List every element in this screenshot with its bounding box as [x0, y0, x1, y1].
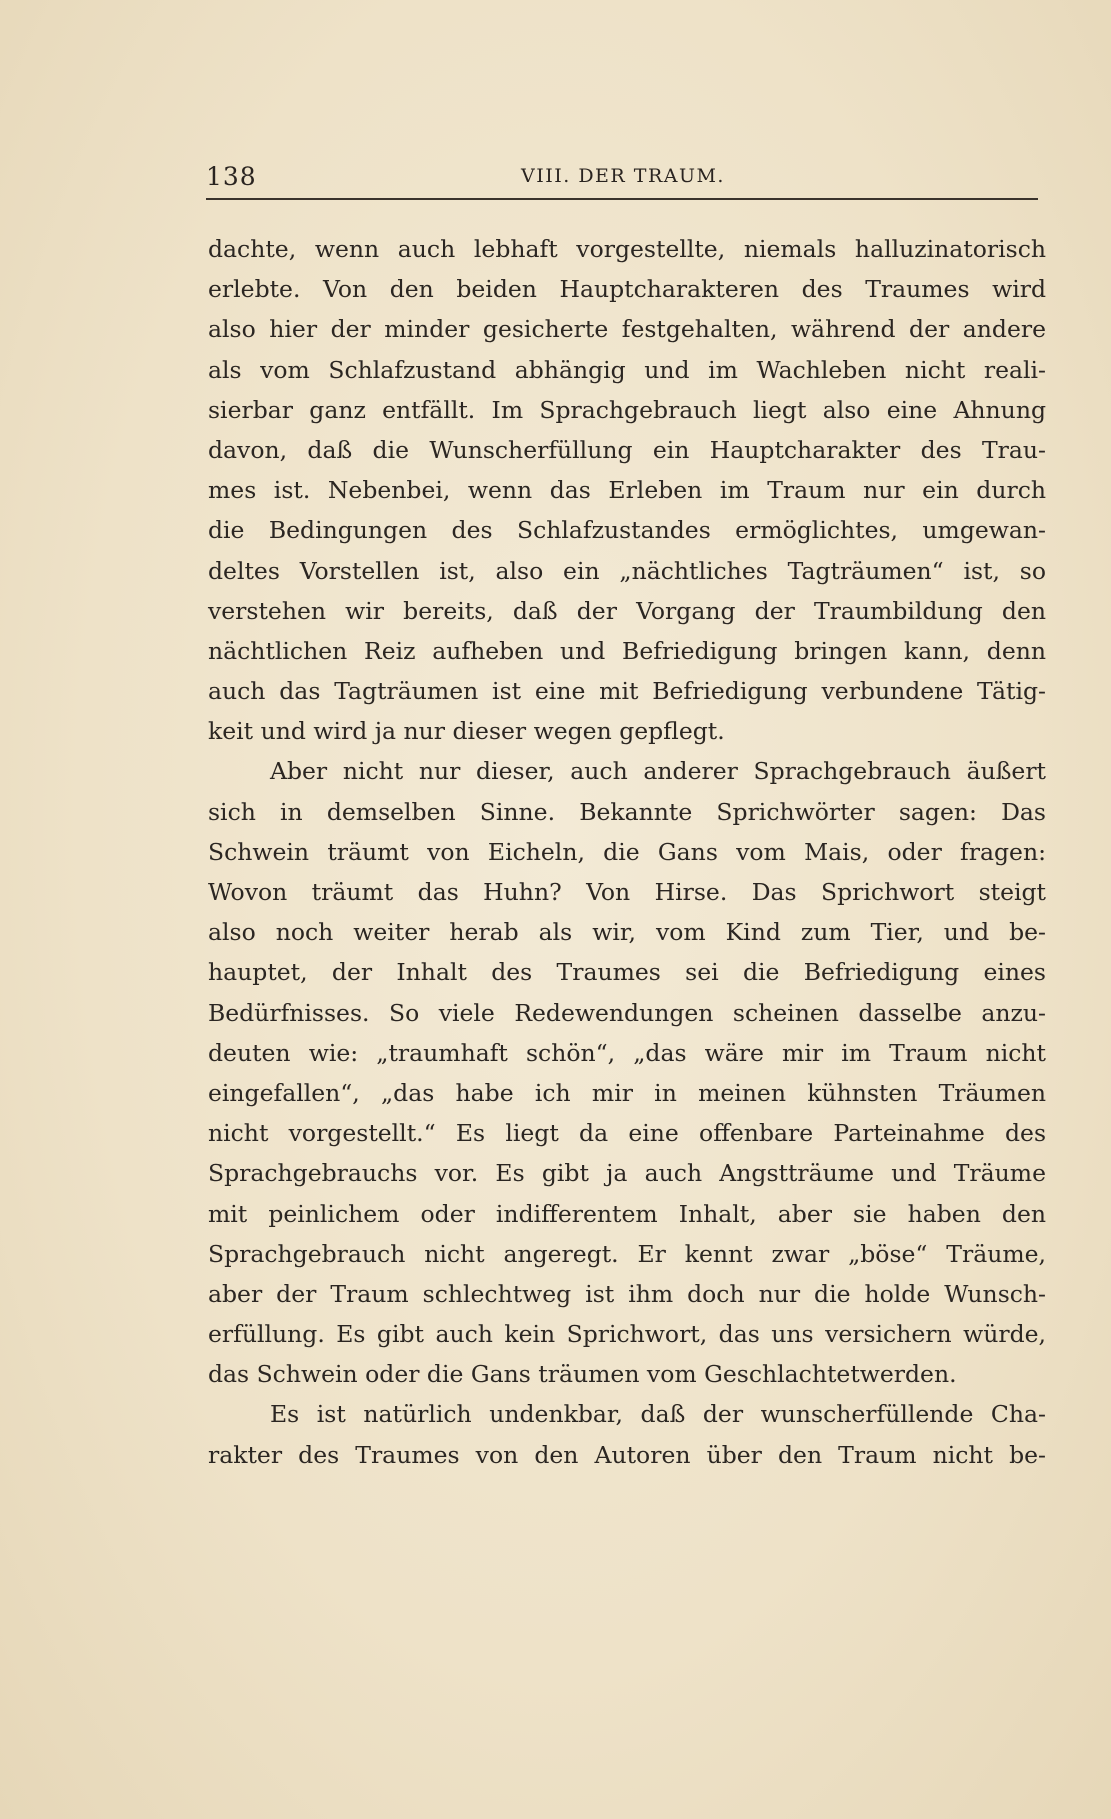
- text-line: keit und wird ja nur dieser wegen gepflegt.: [208, 717, 725, 746]
- text-line: aber der Traum schlechtweg ist ihm doch nur die holde Wunsch-: [208, 1279, 1046, 1308]
- text-line: mes ist. Nebenbei, wenn das Erleben im Traum nur ein durch: [208, 476, 1046, 505]
- text-line: deltes Vorstellen ist, also ein „nächtliches Tagträumen“ ist, so: [208, 556, 1046, 585]
- running-head: VIII. DER TRAUM.: [521, 165, 725, 187]
- text-line: sierbar ganz entfällt. Im Sprachgebrauch liegt also eine Ahnung: [208, 395, 1046, 424]
- text-line: als vom Schlafzustand abhängig und im Wachleben nicht reali-: [208, 355, 1046, 384]
- page-header: [206, 162, 1038, 196]
- text-line: erlebte. Von den beiden Hauptcharakteren des Traumes wird: [208, 275, 1046, 304]
- text-line: auch das Tagträumen ist eine mit Befriedigung verbundene Tätig-: [208, 677, 1046, 706]
- text-line: das Schwein oder die Gans träumen vom Geschlachtetwerden.: [208, 1360, 957, 1389]
- text-line: hauptet, der Inhalt des Traumes sei die Befriedigung eines: [208, 958, 1046, 987]
- text-line: Sprachgebrauchs vor. Es gibt ja auch Angstträume und Träume: [208, 1159, 1046, 1188]
- text-line: verstehen wir bereits, daß der Vorgang der Traumbildung den: [208, 596, 1046, 625]
- text-line: Schwein träumt von Eicheln, die Gans vom Mais, oder fragen:: [208, 837, 1046, 866]
- text-line: Es ist natürlich undenkbar, daß der wunscherfüllende Cha-: [270, 1400, 1046, 1429]
- text-line: also hier der minder gesicherte festgehalten, während der andere: [208, 315, 1046, 344]
- text-line: rakter des Traumes von den Autoren über den Traum nicht be-: [208, 1440, 1046, 1469]
- text-line: sich in demselben Sinne. Bekannte Sprichwörter sagen: Das: [208, 797, 1046, 826]
- text-line: erfüllung. Es gibt auch kein Sprichwort, das uns versichern würde,: [208, 1320, 1046, 1349]
- text-line: nicht vorgestellt.“ Es liegt da eine offenbare Parteinahme des: [208, 1119, 1046, 1148]
- text-line: also noch weiter herab als wir, vom Kind zum Tier, und be-: [208, 918, 1046, 947]
- text-line: mit peinlichem oder indifferentem Inhalt, aber sie haben den: [208, 1199, 1046, 1228]
- text-line: Aber nicht nur dieser, auch anderer Sprachgebrauch äußert: [270, 757, 1046, 786]
- text-line: davon, daß die Wunscherfüllung ein Hauptcharakter des Trau-: [208, 435, 1046, 464]
- text-line: nächtlichen Reiz aufheben und Befriedigung bringen kann, denn: [208, 636, 1046, 665]
- body-text: [208, 229, 1046, 1475]
- page-number: 138: [206, 162, 257, 191]
- text-line: Wovon träumt das Huhn? Von Hirse. Das Sprichwort steigt: [208, 878, 1046, 906]
- text-line: dachte, wenn auch lebhaft vorgestellte, niemals halluzinatorisch: [208, 235, 1046, 263]
- text-line: deuten wie: „traumhaft schön“, „das wäre mir im Traum nicht: [208, 1038, 1046, 1067]
- text-line: eingefallen“, „das habe ich mir in meinen kühnsten Träumen: [208, 1078, 1046, 1107]
- header-rule: [206, 198, 1038, 200]
- text-line: die Bedingungen des Schlafzustandes ermöglichtes, umgewan-: [208, 516, 1046, 545]
- text-line: Sprachgebrauch nicht angeregt. Er kennt zwar „böse“ Träume,: [208, 1239, 1046, 1268]
- text-line: Bedürfnisses. So viele Redewendungen scheinen dasselbe anzu-: [208, 998, 1046, 1027]
